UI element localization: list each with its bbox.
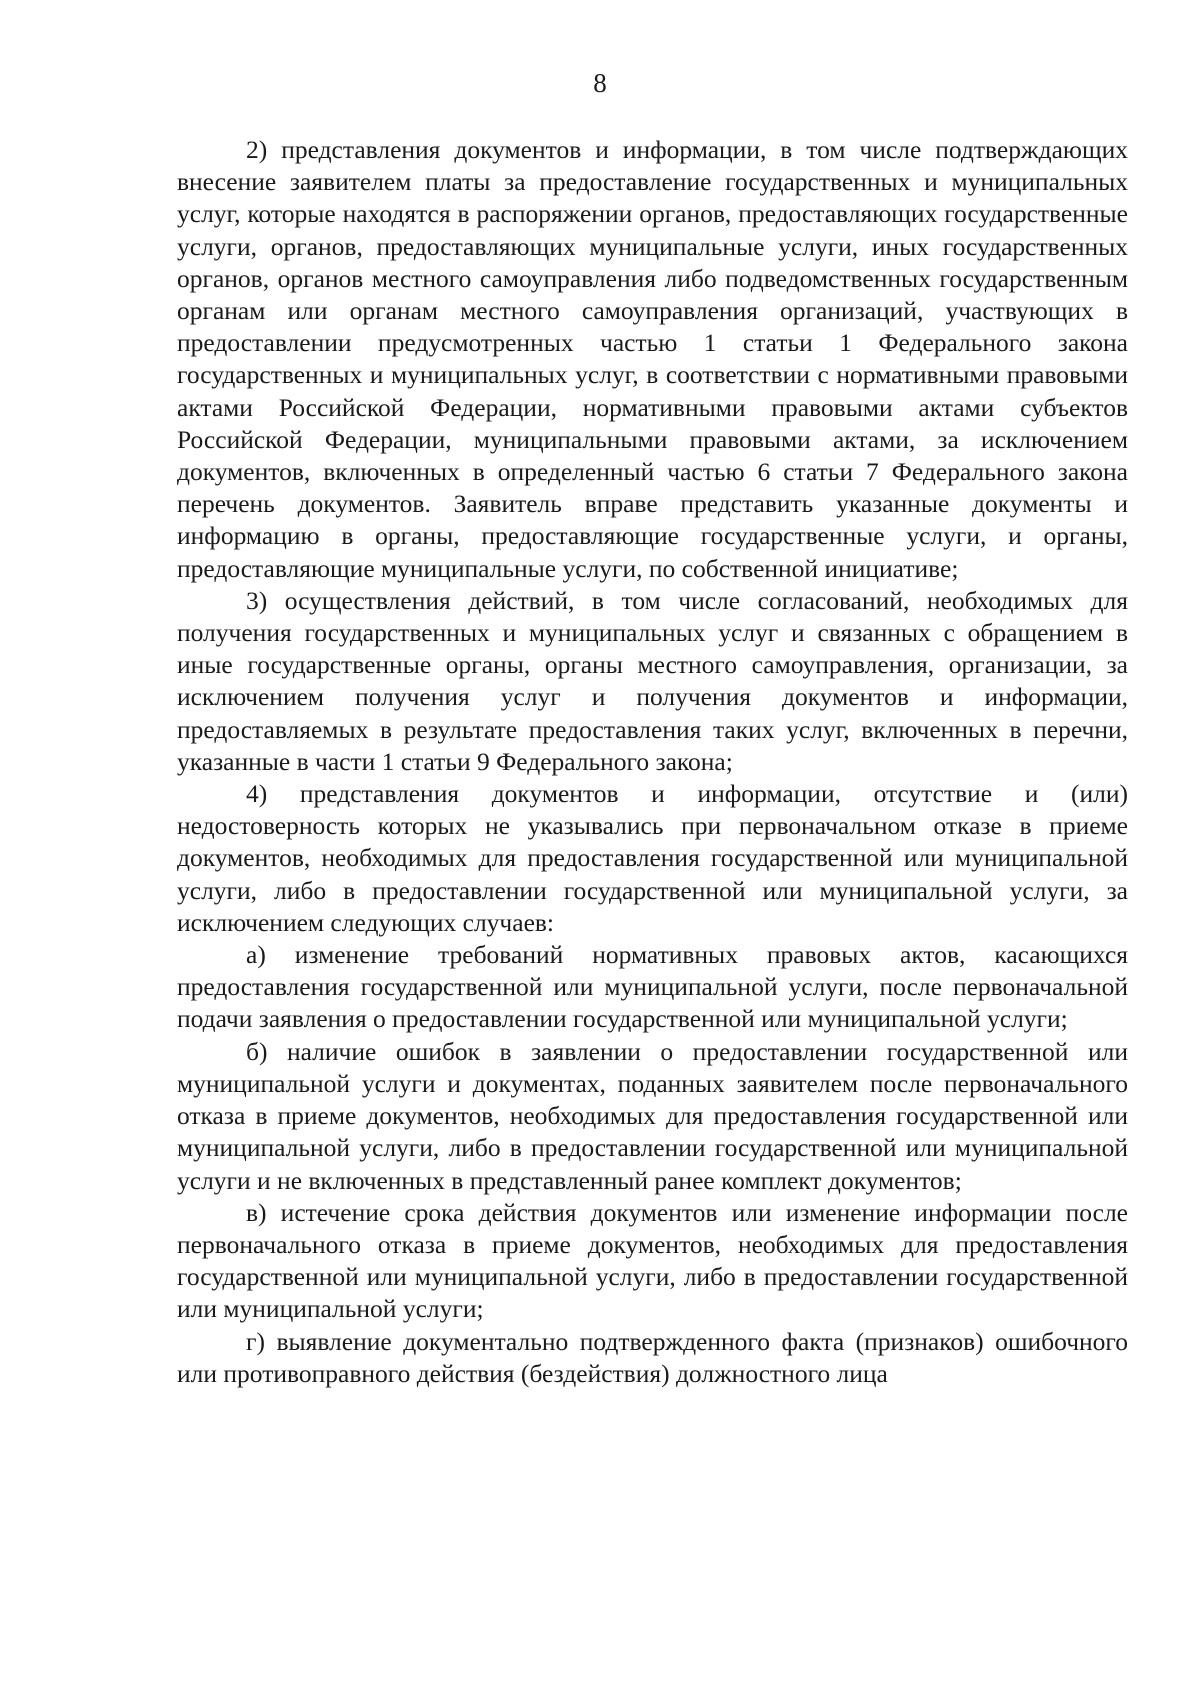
- paragraph-subitem-v: в) истечение срока действия документов или изменение информации после первоначального отказа в приеме документов, необходимых для предоставления государственной или муниципальной услуги, либо в предоставлении государственной или муниципальной услуги;: [177, 1197, 1128, 1324]
- paragraph-item-3: 3) осуществления действий, в том числе согласований, необходимых для получения государственных и муниципальных услуг и связанных с обращением в иные государственные органы, органы местного самоуправления, организации, за исключением получения услуг и получения документов и информации, предоставляемых в результате предоставления таких услуг, включенных в перечни, указанные в части 1 статьи 9 Федерального закона;: [177, 585, 1128, 776]
- paragraph-subitem-g: г) выявление документально подтвержденного факта (признаков) ошибочного или противоправного действия (бездействия) должностного лица: [177, 1326, 1128, 1388]
- paragraph-item-4: 4) представления документов и информации, отсутствие и (или) недостоверность которых не указывались при первоначальном отказе в приеме документов, необходимых для предоставления государственной или муниципальной услуги, либо в предоставлении государственной или муниципальной услуги, за исключением следующих случаев:: [177, 779, 1128, 937]
- page-number: 8: [593, 68, 607, 98]
- document-body: [177, 134, 1128, 1390]
- paragraph-subitem-a: а) изменение требований нормативных правовых актов, касающихся предоставления государственной или муниципальной услуги, после первоначальной подачи заявления о предоставлении государственной или муниципальной услуги;: [177, 940, 1128, 1034]
- paragraph-subitem-b: б) наличие ошибок в заявлении о предоставлении государственной или муниципальной услуги и документах, поданных заявителем после первоначального отказа в приеме документов, необходимых для предоставления государственной или муниципальной услуги, либо в предоставлении государственной или муниципальной услуги и не включенных в представленный ранее комплект документов;: [177, 1036, 1128, 1195]
- paragraph-item-2: 2) представления документов и информации, в том числе подтверждающих внесение заявителем платы за предоставление государственных и муниципальных услуг, которые находятся в распоряжении органов, предоставляющих государственные услуги, органов, предоставляющих муниципальные услуги, иных государственных органов, органов местного самоуправления либо подведомственных государственным органам или органам местного самоуправления организаций, участвующих в предоставлении предусмотренных частью 1 статьи 1 Федерального закона государственных и муниципальных услуг, в соответствии с нормативными правовыми актами Российской Федерации, нормативными правовыми актами субъектов Российской Федерации, муниципальными правовыми актами, за исключением документов, включенных в определенный частью 6 статьи 7 Федерального закона перечень документов. Заявитель вправе представить указанные документы и информацию в органы, предоставляющие государственные услуги, и органы, предоставляющие муниципальные услуги, по собственной инициативе;: [177, 135, 1128, 583]
